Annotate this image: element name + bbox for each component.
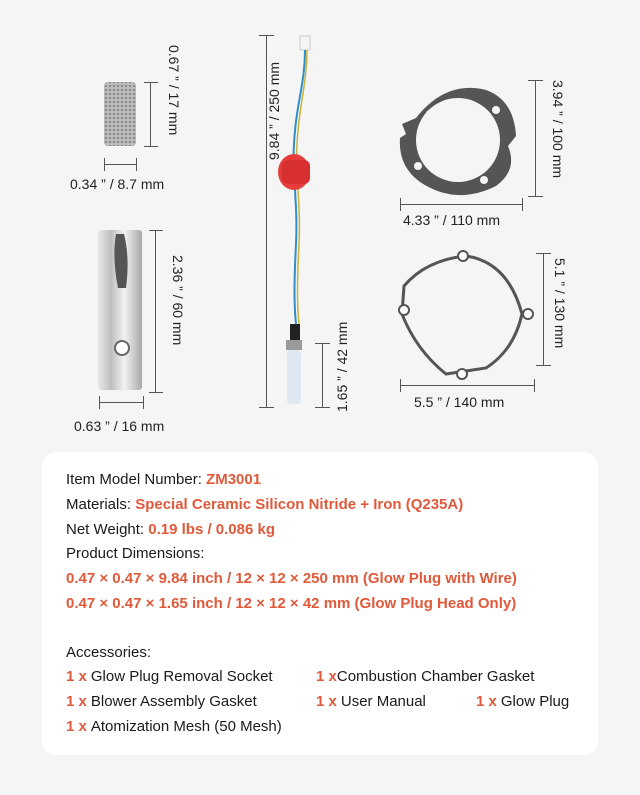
accessories-label: Accessories:: [66, 644, 152, 661]
accessory-name: Combustion Chamber Gasket: [336, 668, 535, 685]
dimensions-line: 0.47 × 0.47 × 9.84 inch / 12 × 12 × 250 mm (Glow Plug with Wire): [66, 570, 517, 587]
glow-plug-head-label: [334, 322, 350, 412]
weight-label: Net Weight:: [66, 521, 149, 538]
glow-plug-total-text: 9.84 ” / 250 mm: [266, 61, 282, 160]
spec-card: [42, 452, 598, 755]
removal-socket-image: [96, 228, 144, 394]
chamber-gasket-width-label: 4.33 ” / 110 mm: [403, 212, 501, 228]
accessory-qty: 1 x: [66, 668, 87, 685]
model-label: Item Model Number:: [66, 471, 207, 488]
mesh-height-line: [150, 82, 151, 146]
glow-plug-image: [272, 34, 332, 412]
atomization-mesh-image: [100, 80, 140, 150]
weight-value: 0.19 lbs / 0.086 kg: [148, 521, 276, 538]
accessory-item: [316, 693, 426, 710]
glow-plug-head-text: 1.65 ” / 42 mm: [334, 321, 350, 412]
accessory-qty: 1 x: [66, 693, 87, 710]
dimensions-line: 0.47 × 0.47 × 1.65 inch / 12 × 12 × 42 mm (Glow Plug Head Only): [66, 595, 517, 612]
blower-gasket-height-line: [543, 253, 544, 365]
accessory-qty: 1 x: [66, 718, 87, 735]
materials-label: Materials:: [66, 496, 136, 513]
glow-plug-head-line: [322, 343, 323, 407]
weight-row: [66, 521, 275, 538]
accessory-name: User Manual: [340, 693, 426, 710]
accessory-name: Blower Assembly Gasket: [90, 693, 257, 710]
accessory-item: [316, 668, 534, 685]
model-row: [66, 471, 261, 488]
materials-value: Special Ceramic Silicon Nitride + Iron (Q235A): [135, 496, 464, 513]
mesh-width-line: [104, 164, 137, 165]
socket-height-line: [155, 230, 156, 392]
accessory-name: Glow Plug: [500, 693, 570, 710]
accessory-item: [476, 693, 569, 710]
blower-assembly-gasket-image: [396, 250, 536, 382]
blower-gasket-width-label: 5.5 ” / 140 mm: [414, 394, 505, 410]
chamber-gasket-height-label: 3.94 ” / 100 mm: [550, 80, 566, 179]
mesh-height-label: 0.67 ” / 17 mm: [166, 45, 182, 136]
dimensions-label: Product Dimensions:: [66, 545, 205, 562]
model-value: ZM3001: [206, 471, 262, 488]
accessory-qty: 1 x: [476, 693, 497, 710]
chamber-gasket-width-line: [400, 204, 523, 205]
blower-gasket-height-label: 5.1 ” / 130 mm: [552, 258, 568, 349]
accessory-item: [66, 718, 282, 735]
accessory-qty: 1 x: [316, 668, 337, 685]
combustion-chamber-gasket-image: [396, 78, 526, 198]
socket-width-line: [99, 402, 143, 403]
materials-row: [66, 496, 463, 513]
socket-height-label: 2.36 ” / 60 mm: [170, 255, 186, 346]
chamber-gasket-height-line: [535, 80, 536, 196]
accessory-qty: 1 x: [316, 693, 337, 710]
blower-gasket-width-line: [400, 385, 535, 386]
accessory-item: [66, 668, 273, 685]
accessory-name: Atomization Mesh (50 Mesh): [90, 718, 282, 735]
accessory-item: [66, 693, 257, 710]
mesh-width-label: 0.34 ” / 8.7 mm: [70, 176, 165, 192]
socket-width-label: 0.63 ” / 16 mm: [74, 418, 165, 434]
accessory-name: Glow Plug Removal Socket: [90, 668, 273, 685]
